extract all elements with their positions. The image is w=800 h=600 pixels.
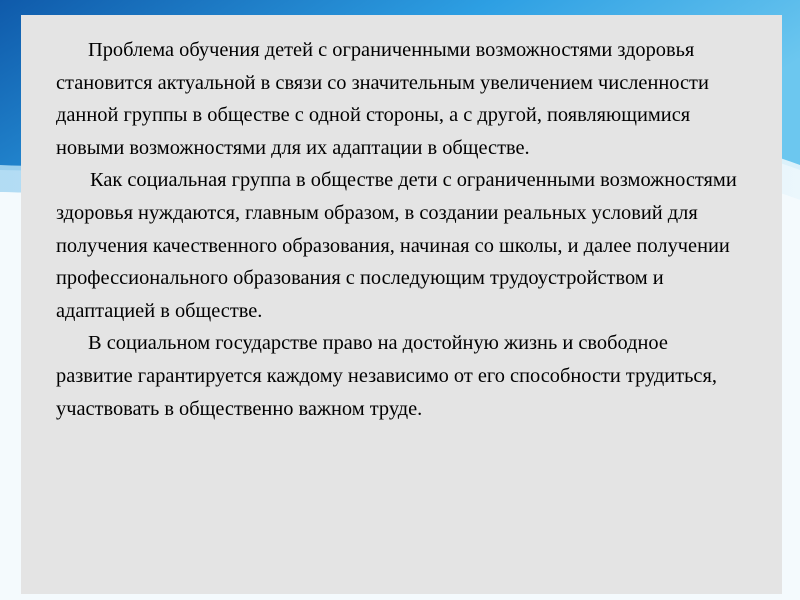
paragraph-1: Проблема обучения детей с ограниченными возможностями здоровья становится актуальной в связи со значительным увеличением численности данной группы в обществе с одной стороны, а с другой, появляющимися новыми возможностями для их адаптации в обществе. bbox=[56, 39, 709, 159]
paragraph-3: В социальном государстве право на достойную жизнь и свободное развитие гарантируется каждому независимо от его способности трудиться, участвовать в общественно важном труде. bbox=[56, 332, 717, 420]
paragraph-2: Как социальная группа в обществе дети с ограниченными возможностями здоровья нуждаются, главным образом, в создании реальных условий для получения качественного образования, начиная со школы, и далее получении профессионального образования с последующим трудоустройством и адаптацией в обществе. bbox=[56, 169, 737, 322]
slide-text bbox=[56, 34, 746, 425]
